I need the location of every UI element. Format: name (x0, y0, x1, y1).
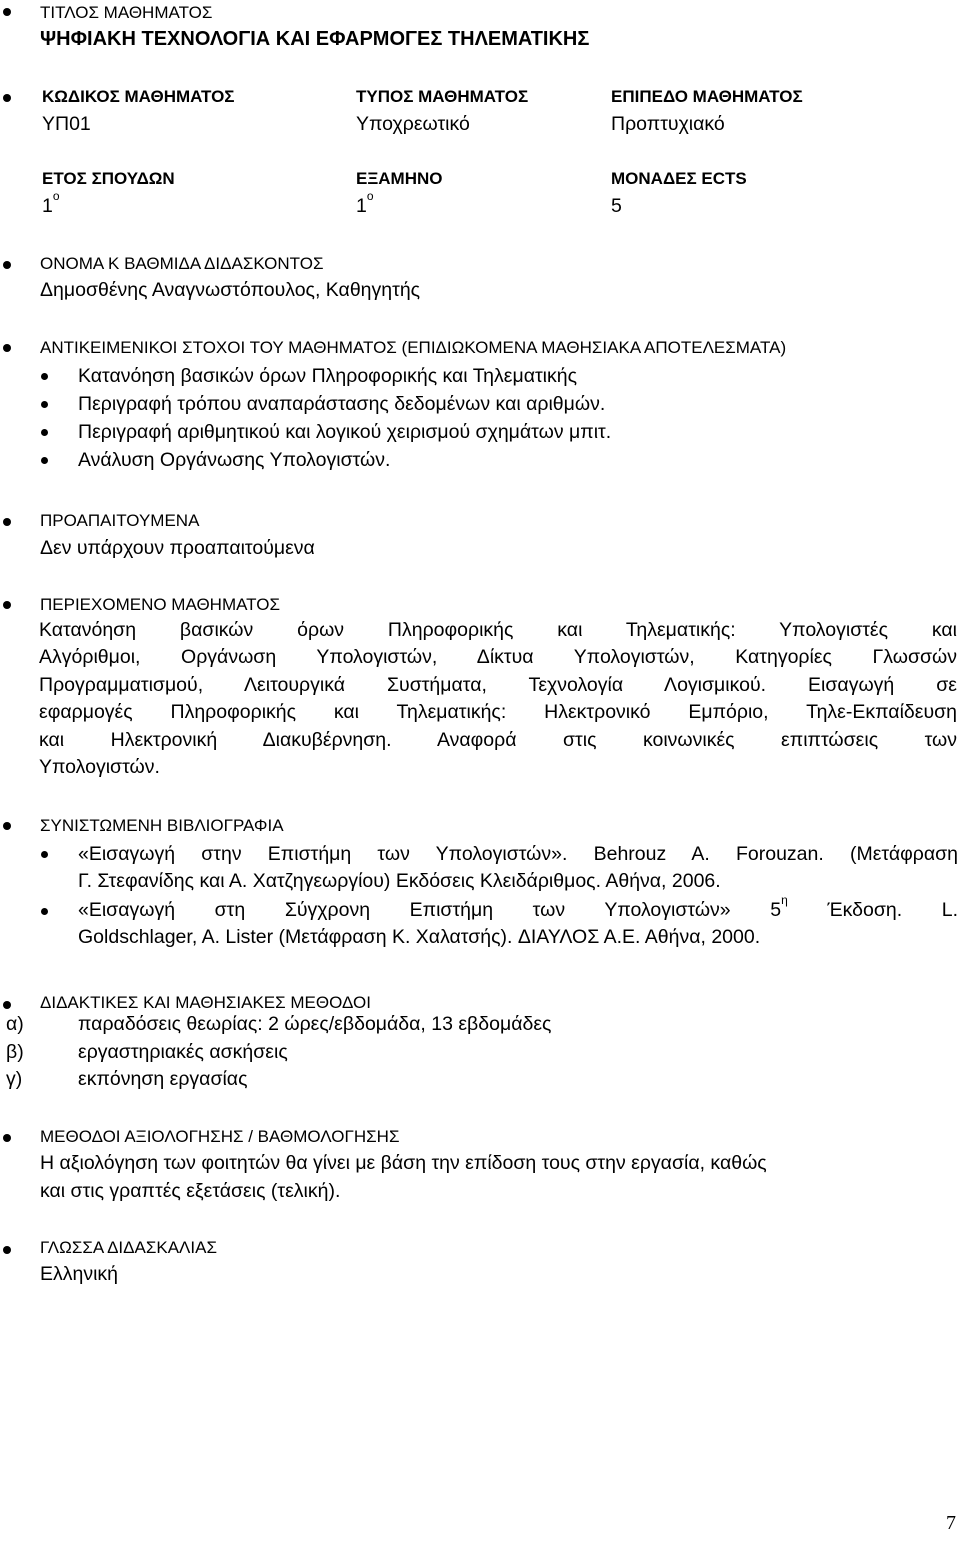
content-line: Κατανόηση βασικών όρων Πληροφορικής και Τηλεματικής: Υπολογιστές και (39, 619, 957, 641)
instructor-name: Δημοσθένης Αναγνωστόπουλος, Καθηγητής (40, 279, 421, 301)
instructor-label: ΟΝΟΜΑ Κ ΒΑΘΜΙΔΑ ΔΙΔΑΣΚΟΝΤΟΣ (40, 254, 324, 273)
bullet-icon (41, 373, 48, 380)
bullet-icon (3, 822, 11, 830)
code-label: ΚΩΔΙΚΟΣ ΜΑΘΗΜΑΤΟΣ (42, 87, 235, 106)
semester-value: $1^o$ (356, 189, 374, 217)
objective-item: Περιγραφή τρόπου αναπαράστασης δεδομένων και αριθμών. (78, 393, 606, 415)
bullet-icon (3, 94, 11, 102)
bib-line: Γ. Στεφανίδης και Α. Χατζηγεωργίου) Εκδόσεις Κλειδάριθμος. Αθήνα, 2006. (78, 870, 721, 893)
bullet-icon (3, 8, 11, 16)
content-label: ΠΕΡΙΕΧΟΜΕΝΟ ΜΑΘΗΜΑΤΟΣ (40, 595, 280, 614)
content-line: και Ηλεκτρονική Διακυβέρνηση. Αναφορά στις κοινωνικές επιπτώσεις των (39, 728, 957, 751)
bib-line: «Εισαγωγή στη Σύγχρονη Επιστήμη των Υπολογιστών» $5^\eta$ Έκδοση. L. (78, 893, 959, 921)
ects-value: 5 (611, 195, 622, 217)
year-value: $1^o$ (42, 189, 60, 217)
assessment-label: ΜΕΘΟΔΟΙ ΑΞΙΟΛΟΓΗΣΗΣ / ΒΑΘΜΟΛΟΓΗΣΗΣ (40, 1127, 400, 1146)
bullet-icon (41, 429, 48, 436)
bibliography-item (78, 893, 959, 952)
objective-item: Ανάλυση Οργάνωσης Υπολογιστών. (78, 449, 391, 471)
teaching-item: εργαστηριακές ασκήσεις (78, 1041, 288, 1063)
teaching-marker: β) (6, 1041, 24, 1063)
type-label: ΤΥΠΟΣ ΜΑΘΗΜΑΤΟΣ (356, 87, 529, 106)
objective-item: Κατανόηση βασικών όρων Πληροφορικής και Τηλεματικής (78, 365, 578, 387)
bib-line: «Εισαγωγή στην Επιστήμη των Υπολογιστών». Behrouz A. Forouzan. (Μετάφραση (78, 843, 958, 865)
content-paragraph (39, 617, 957, 781)
teaching-marker: γ) (6, 1068, 23, 1090)
assessment-line: και στις γραπτές εξετάσεις (τελική). (40, 1180, 341, 1202)
objectives-label: ΑΝΤΙΚΕΙΜΕΝΙΚΟΙ ΣΤΟΧΟΙ ΤΟΥ ΜΑΘΗΜΑΤΟΣ (ΕΠΙΔΙΩΚΟΜΕΝΑ ΜΑΘΗΣΙΑΚΑ ΑΠΟΤΕΛΕΣΜΑΤΑ) (40, 338, 787, 357)
semester-label: ΕΞΑΜΗΝΟ (356, 169, 443, 188)
type-value: Υποχρεωτικό (356, 113, 470, 135)
prerequisites-value: Δεν υπάρχουν προαπαιτούμενα (40, 537, 315, 559)
bullet-icon (3, 1001, 11, 1009)
year-label: ΕΤΟΣ ΣΠΟΥΔΩΝ (42, 169, 175, 188)
content-line: εφαρμογές Πληροφορικής και Τηλεματικής: Ηλεκτρονικό Εμπόριο, Τηλε-Εκπαίδευση (39, 701, 957, 724)
language-label: ΓΛΩΣΣΑ ΔΙΔΑΣΚΑΛΙΑΣ (40, 1238, 217, 1257)
content-line: Αλγόριθμοι, Οργάνωση Υπολογιστών, Δίκτυα Υπολογιστών, Κατηγορίες Γλωσσών (39, 646, 957, 669)
teaching-marker: α) (6, 1013, 24, 1035)
language-value: Ελληνική (40, 1263, 119, 1285)
teaching-item: εκπόνηση εργασίας (78, 1068, 248, 1090)
bullet-icon (3, 518, 11, 526)
bullet-icon (3, 261, 11, 269)
level-label: ΕΠΙΠΕΔΟ ΜΑΘΗΜΑΤΟΣ (611, 87, 803, 106)
teaching-label: ΔΙΔΑΚΤΙΚΕΣ ΚΑΙ ΜΑΘΗΣΙΑΚΕΣ ΜΕΘΟΔΟΙ (40, 993, 371, 1012)
bullet-icon (3, 1134, 11, 1142)
ects-label: ΜΟΝΑΔΕΣ ECTS (611, 169, 747, 188)
bullet-icon (41, 908, 48, 915)
prerequisites-label: ΠΡΟΑΠΑΙΤΟΥΜΕΝΑ (40, 511, 200, 530)
bibliography-label: ΣΥΝΙΣΤΩΜΕΝΗ ΒΙΒΛΙΟΓΡΑΦΙΑ (40, 816, 284, 835)
bullet-icon (3, 601, 11, 609)
course-title: ΨΗΦΙΑΚΗ ΤΕΧΝΟΛΟΓΙΑ ΚΑΙ ΕΦΑΡΜΟΓΕΣ ΤΗΛΕΜΑΤΙΚΗΣ (40, 28, 590, 50)
bullet-icon (41, 851, 48, 858)
bullet-icon (3, 344, 11, 352)
page-number: 7 (946, 1512, 956, 1534)
bibliography-item (78, 841, 958, 896)
bullet-icon (41, 401, 48, 408)
content-line: Προγραμματισμού, Λειτουργικά Συστήματα, Τεχνολογία Λογισμικού. Εισαγωγή σε (39, 673, 957, 696)
bib-line: Goldschlager, A. Lister (Μετάφραση Κ. Χαλατσής). ΔΙΑΥΛΟΣ Α.Ε. Αθήνα, 2000. (78, 926, 761, 949)
teaching-item: παραδόσεις θεωρίας: 2 ώρες/εβδομάδα, 13 εβδομάδες (78, 1013, 552, 1035)
bullet-icon (41, 457, 48, 464)
title-label: ΤΙΤΛΟΣ ΜΑΘΗΜΑΤΟΣ (40, 3, 213, 22)
assessment-line: Η αξιολόγηση των φοιτητών θα γίνει με βάση την επίδοση τους στην εργασία, καθώς (40, 1152, 767, 1174)
content-line: Υπολογιστών. (39, 755, 160, 778)
objective-item: Περιγραφή αριθμητικού και λογικού χειρισμού σχημάτων μπιτ. (78, 421, 612, 443)
code-value: ΥΠ01 (42, 113, 91, 135)
level-value: Προπτυχιακό (611, 113, 725, 135)
bullet-icon (3, 1246, 11, 1254)
